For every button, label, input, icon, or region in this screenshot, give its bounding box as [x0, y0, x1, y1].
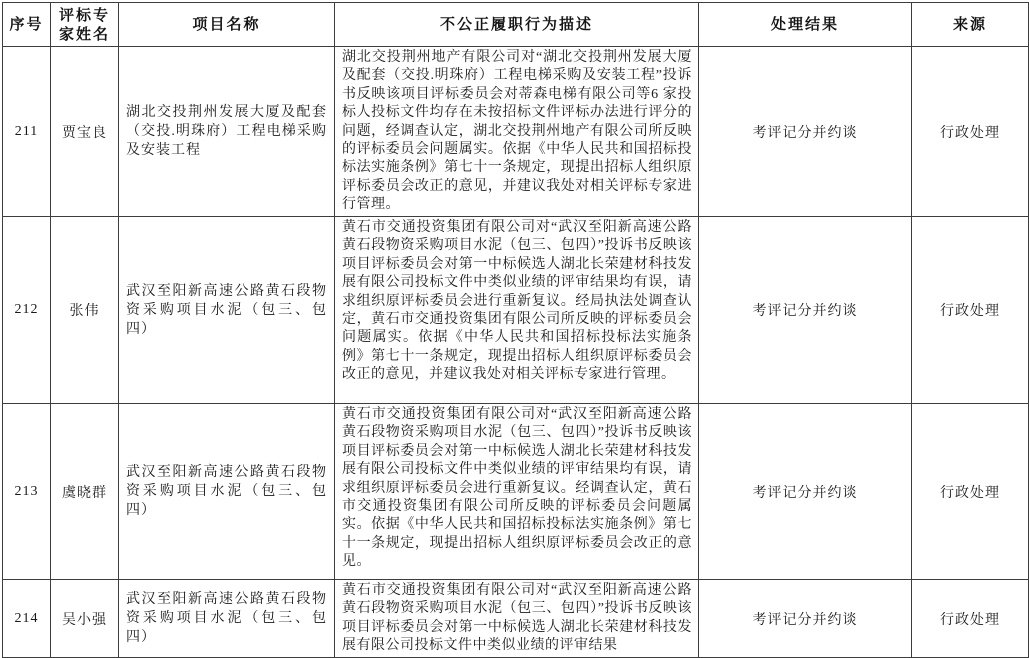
table-row	[3, 217, 1029, 404]
cell-description: 黄石市交通投资集团有限公司对“武汉至阳新高速公路黄石段物资采购项目水泥（包三、包四）”投诉书反映该项目评标委员会对第一中标候选人湖北长荣建材科技发展有限公司投标文件中类似业绩的评审结果均有误，请求组织原评标委员会进行重新复议。经调查认定，黄石市交通投资集团有限公司所反映的评标委员会问题属实。依据《中华人民共和国招标投标法实施条例》第七十一条规定，现提出招标人组织原评标委员会改正的意见。	[335, 404, 699, 580]
table-row	[3, 404, 1029, 580]
cell-index: 213	[3, 404, 51, 580]
column-header-result: 处理结果	[699, 3, 912, 47]
column-header-description: 不公正履职行为描述	[335, 3, 699, 47]
table-header	[3, 3, 1029, 47]
column-header-expert: 评标专家姓名	[51, 3, 119, 47]
cell-description: 湖北交投荆州地产有限公司对“湖北交投荆州发展大厦及配套（交投.明珠府）工程电梯采购及安装工程”投诉书反映该项目评标委员会对蒂森电梯有限公司等6 家投标人投标文件均存在未按招标文件评标办法进行评分的问题，经调查认定，湖北交投荆州地产有限公司所反映的评标委员会问题属实。依据《中华人民共和国招标投标法实施条例》第七十一条规定，现提出招标人组织原评标委员会改正的意见，并建议我处对相关评标专家进行管理。	[335, 47, 699, 217]
cell-project: 湖北交投荆州发展大厦及配套（交投.明珠府）工程电梯采购及安装工程	[119, 47, 335, 217]
cell-source: 行政处理	[912, 580, 1029, 658]
header-row	[3, 3, 1029, 47]
expert-penalty-table	[2, 2, 1029, 658]
cell-result: 考评记分并约谈	[699, 404, 912, 580]
cell-description: 黄石市交通投资集团有限公司对“武汉至阳新高速公路黄石段物资采购项目水泥（包三、包四）”投诉书反映该项目评标委员会对第一中标候选人湖北长荣建材科技发展有限公司投标文件中类似业绩的评审结果均有误，请求组织原评标委员会进行重新复议。经局执法处调查认定，黄石市交通投资集团有限公司所反映的评标委员会问题属实。依据《中华人民共和国招标投标法实施条例》第七十一条规定，现提出招标人组织原评标委员会改正的意见，并建议我处对相关评标专家进行管理。	[335, 217, 699, 404]
cell-project: 武汉至阳新高速公路黄石段物资采购项目水泥（包三、包四）	[119, 217, 335, 404]
cell-index: 214	[3, 580, 51, 658]
cell-index: 212	[3, 217, 51, 404]
cell-result: 考评记分并约谈	[699, 580, 912, 658]
cell-result: 考评记分并约谈	[699, 217, 912, 404]
column-header-index: 序号	[3, 3, 51, 47]
cell-expert: 贾宝良	[51, 47, 119, 217]
cell-description: 黄石市交通投资集团有限公司对“武汉至阳新高速公路黄石段物资采购项目水泥（包三、包四）”投诉书反映该项目评标委员会对第一中标候选人湖北长荣建材科技发展有限公司投标文件中类似业绩的评审结果	[335, 580, 699, 658]
cell-expert: 吴小强	[51, 580, 119, 658]
cell-index: 211	[3, 47, 51, 217]
cell-source: 行政处理	[912, 47, 1029, 217]
table-body	[3, 47, 1029, 658]
table-row	[3, 580, 1029, 658]
cell-expert: 虞晓群	[51, 404, 119, 580]
cell-source: 行政处理	[912, 404, 1029, 580]
table-row	[3, 47, 1029, 217]
column-header-project: 项目名称	[119, 3, 335, 47]
document-page	[0, 2, 1029, 655]
cell-project: 武汉至阳新高速公路黄石段物资采购项目水泥（包三、包四）	[119, 404, 335, 580]
cell-project: 武汉至阳新高速公路黄石段物资采购项目水泥（包三、包四）	[119, 580, 335, 658]
column-header-source: 来源	[912, 3, 1029, 47]
cell-result: 考评记分并约谈	[699, 47, 912, 217]
cell-source: 行政处理	[912, 217, 1029, 404]
cell-expert: 张伟	[51, 217, 119, 404]
